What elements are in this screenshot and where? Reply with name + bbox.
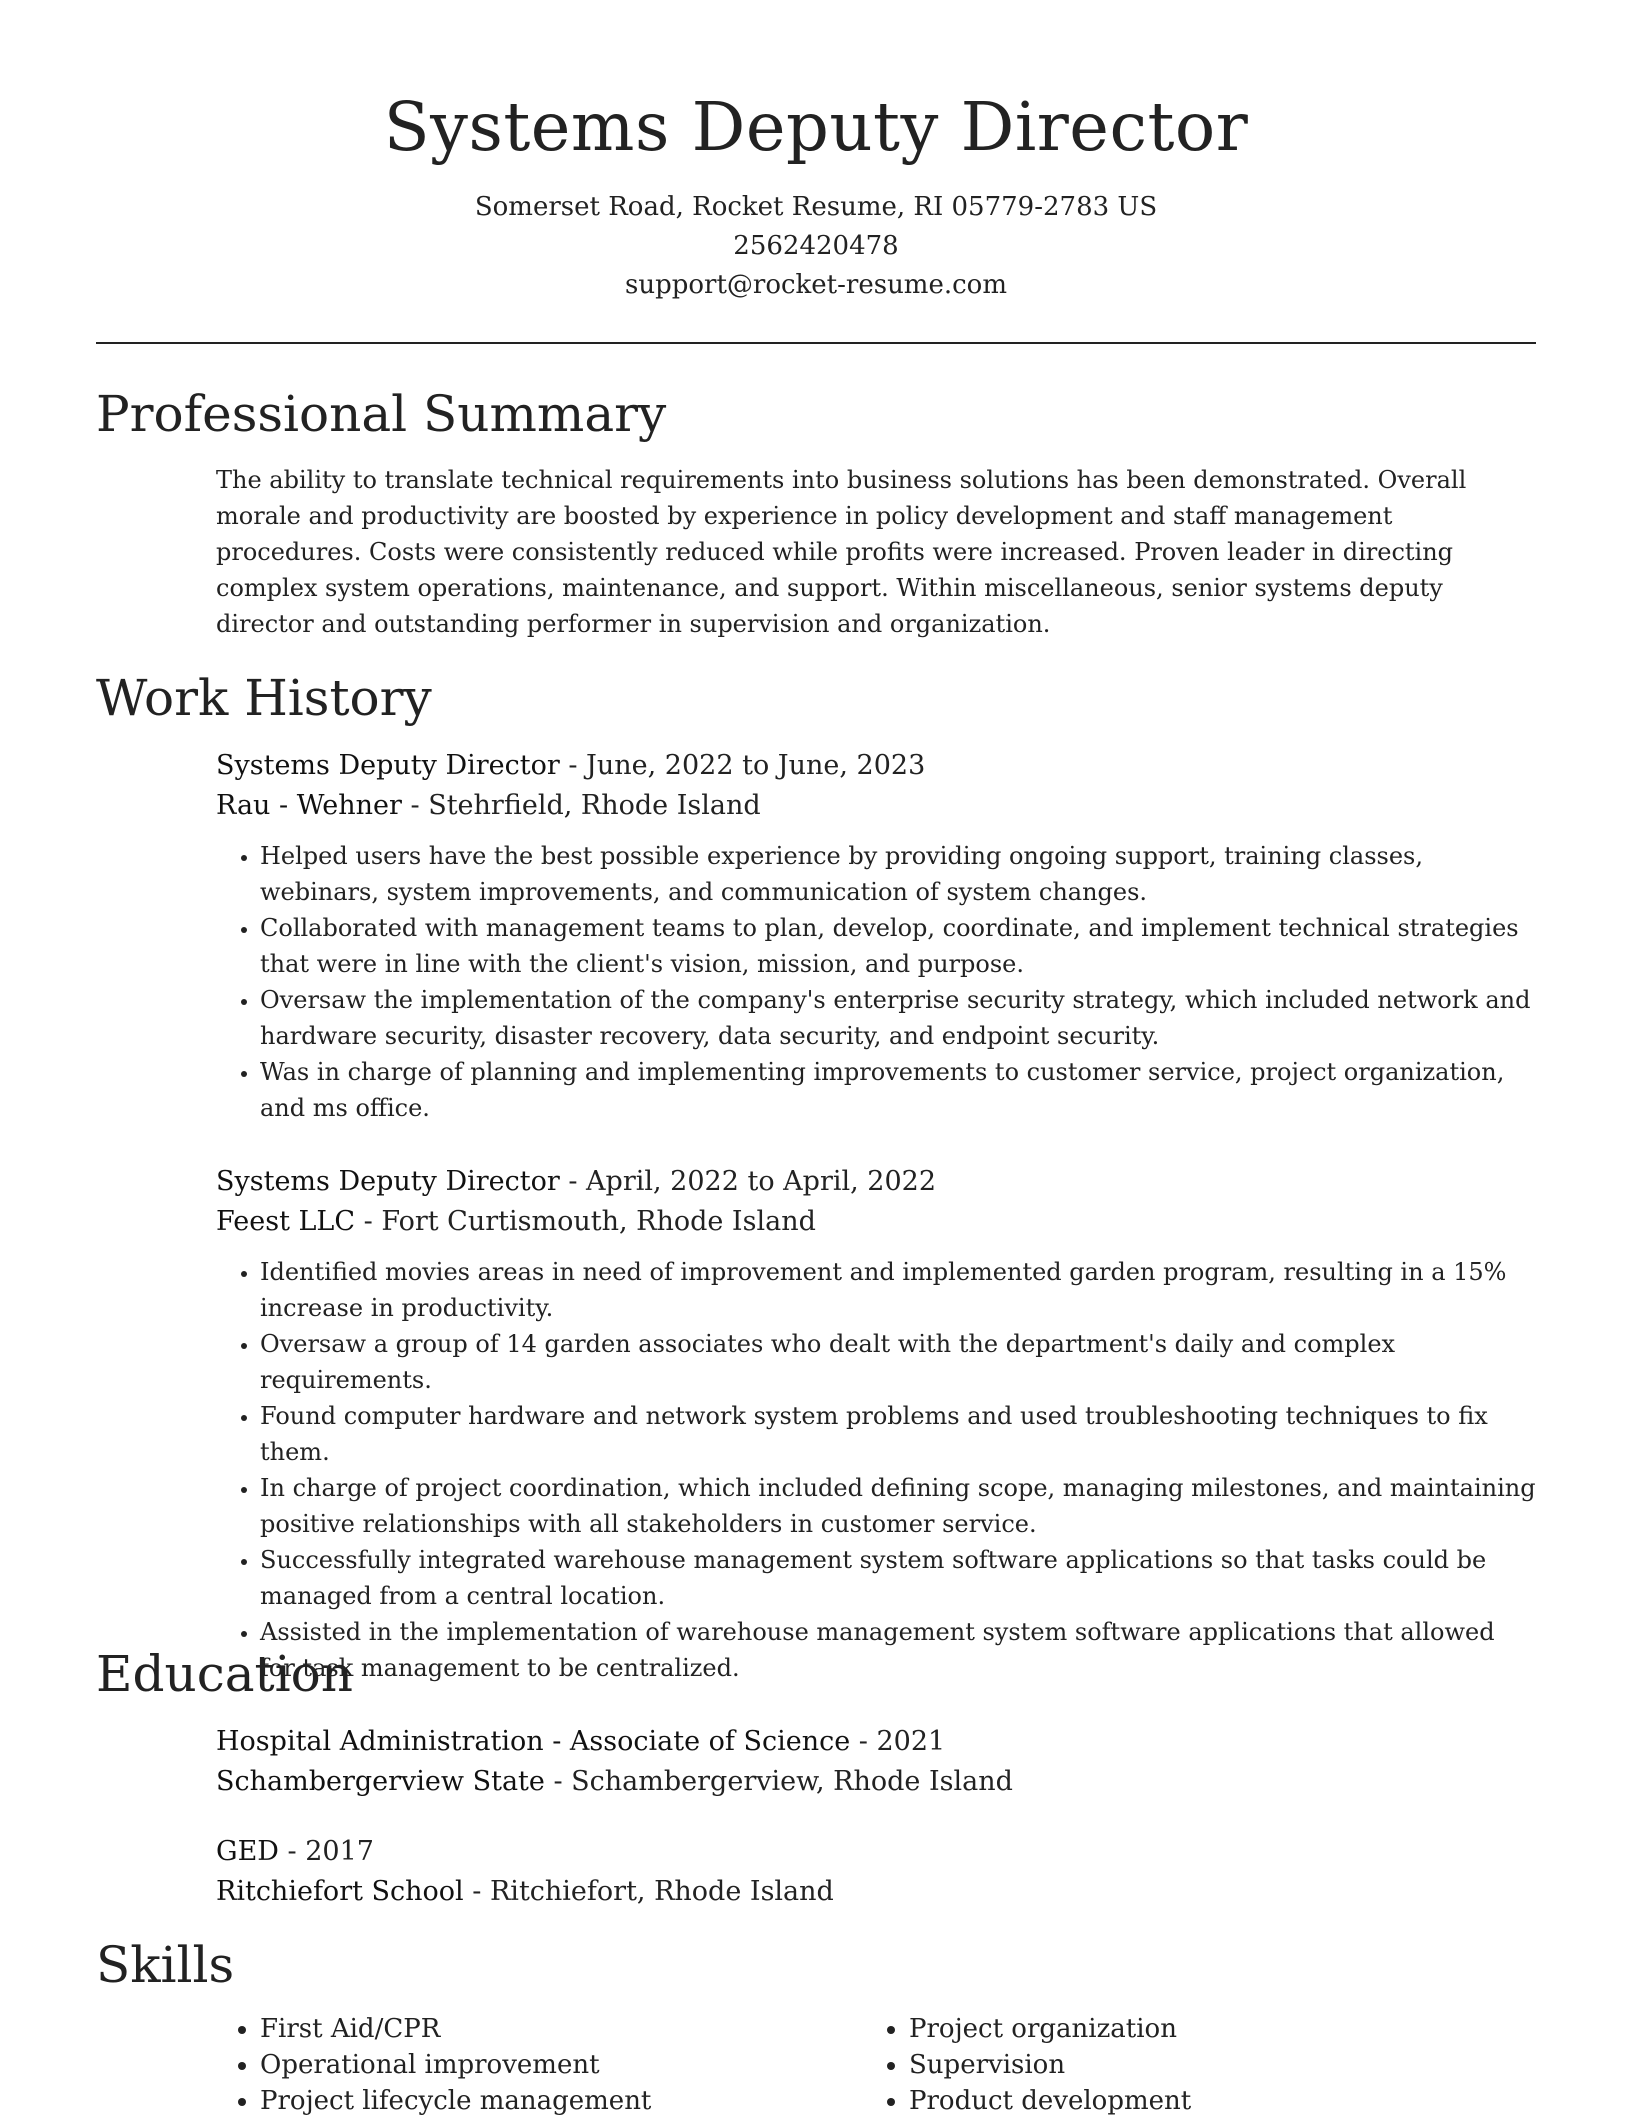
skills-column-left [216, 2011, 865, 2119]
job-position: Systems Deputy Director [216, 1166, 560, 1197]
education-year: - 2017 [278, 1836, 374, 1867]
job-entry [216, 1162, 1536, 1686]
section-title-skills: Skills [96, 1936, 235, 1994]
education-degree-line [216, 1832, 1536, 1872]
job-title-line [216, 1162, 1536, 1202]
skills-column-right [865, 2011, 1514, 2119]
education-degree: GED [216, 1836, 279, 1867]
education-degree: Hospital Administration - Associate of Science [216, 1726, 851, 1757]
resume-header [96, 82, 1536, 305]
job-dates: - April, 2022 to April, 2022 [559, 1166, 936, 1197]
education-school: Schambergerview State [216, 1766, 545, 1797]
summary-text: The ability to translate technical requirements into business solutions has been demonstrated. Overall morale and productivity are boosted by experience in policy development and staff management procedures. Costs were consistently reduced while profits were increased. Proven leader in directing complex system operations, maintenance, and support. Within miscellaneous, senior systems deputy director and outstanding performer in supervision and organization. [216, 466, 1467, 638]
job-bullet: • Collaborated with management teams to plan, develop, coordinate, and implement technical strategies that were in line with the client's vision, mission, and purpose. [260, 910, 1536, 982]
education-entry [216, 1832, 1536, 1912]
section-title-education: Education [96, 1645, 353, 1703]
job-bullets [216, 1254, 1536, 1686]
education-school: Ritchiefort School [216, 1876, 464, 1907]
education-school-line [216, 1762, 1536, 1802]
job-bullet: • Helped users have the best possible experience by providing ongoing support, training classes, webinars, system improvements, and communication of system changes. [260, 838, 1536, 910]
candidate-name: Systems Deputy Director [383, 88, 1249, 166]
education-entry [216, 1722, 1536, 1802]
skill-item: • Project lifecycle management [260, 2083, 865, 2119]
education-year: - 2021 [850, 1726, 946, 1757]
job-location: - Stehrfield, Rhode Island [401, 790, 761, 821]
job-position: Systems Deputy Director [216, 750, 560, 781]
skill-item: • Product development [909, 2083, 1514, 2119]
skill-item: • Supervision [909, 2047, 1514, 2083]
job-company: Rau - Wehner [216, 790, 402, 821]
header-divider [96, 342, 1536, 344]
job-location: - Fort Curtismouth, Rhode Island [355, 1206, 816, 1237]
job-dates: - June, 2022 to June, 2023 [559, 750, 926, 781]
education-school-line [216, 1872, 1536, 1912]
skill-item: • Project organization [909, 2011, 1514, 2047]
job-bullet: • In charge of project coordination, which included defining scope, managing milestones, and maintaining positive relationships with all stakeholders in customer service. [260, 1470, 1536, 1542]
phone: 2562420478 [733, 231, 899, 261]
job-bullet: • Oversaw the implementation of the company's enterprise security strategy, which included network and hardware security, disaster recovery, data security, and endpoint security. [260, 982, 1536, 1054]
skill-item: • First Aid/CPR [260, 2011, 865, 2047]
job-company: Feest LLC [216, 1206, 356, 1237]
job-entry [216, 746, 1536, 1126]
skill-item: • Operational improvement [260, 2047, 865, 2083]
address: Somerset Road, Rocket Resume, RI 05779-2783 US [474, 192, 1158, 222]
job-company-line [216, 1202, 1536, 1242]
job-bullet: • Oversaw a group of 14 garden associates who dealt with the department's daily and complex requirements. [260, 1326, 1536, 1398]
section-title-summary: Professional Summary [96, 385, 667, 443]
education-degree-line [216, 1722, 1536, 1762]
job-bullet: • Successfully integrated warehouse management system software applications so that tasks could be managed from a central location. [260, 1542, 1536, 1614]
contact-block [96, 188, 1536, 305]
job-bullet: • Identified movies areas in need of improvement and implemented garden program, resulting in a 15% increase in productivity. [260, 1254, 1536, 1326]
job-bullet: • Found computer hardware and network system problems and used troubleshooting techniques to fix them. [260, 1398, 1536, 1470]
job-company-line [216, 786, 1536, 826]
job-bullet: • Assisted in the implementation of warehouse management system software applications that allowed for task management to be centralized. [260, 1614, 1536, 1686]
email: support@rocket-resume.com [624, 270, 1007, 300]
job-bullet: • Was in charge of planning and implementing improvements to customer service, project organization, and ms office. [260, 1054, 1536, 1126]
education-location: - Ritchiefort, Rhode Island [463, 1876, 834, 1907]
job-bullets [216, 838, 1536, 1126]
skills-list [216, 2011, 1536, 2119]
job-title-line [216, 746, 1536, 786]
education-location: - Schambergerview, Rhode Island [544, 1766, 1013, 1797]
section-title-work-history: Work History [96, 669, 432, 727]
